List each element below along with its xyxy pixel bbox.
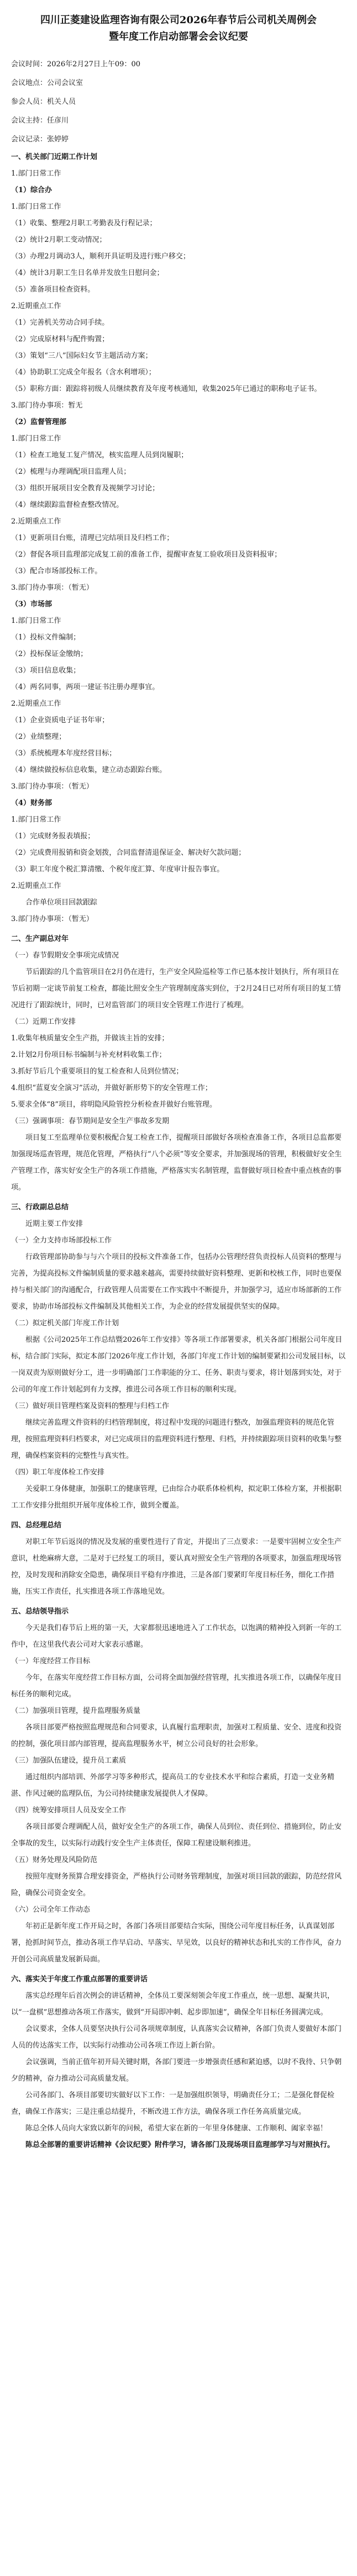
section-heading: （3）市场部 xyxy=(11,600,53,609)
minutes-line: （2）投标保证金缴纳； xyxy=(11,650,88,658)
section-heading: （2）监督管理部 xyxy=(11,418,67,426)
minutes-line: （2）完成费用报销和资金划拨，合同监督清退保证金、解决好欠款问题； xyxy=(11,849,246,857)
minutes-line: （3）配合市场部投标工作。 xyxy=(11,567,102,575)
section-heading: 陈总全部署的重要讲话精神《会议纪要》附件学习，请各部门及现场项目监理部学习与对照执行。 xyxy=(25,2141,335,2149)
minutes-line: 今年，在落实年度经营工作目标方面，公司将全面加强经营管理，扎实推进各项工作，以确保年度目标任务的顺利完成。 xyxy=(11,1674,342,1699)
minutes-line: （4）协助职工完成全年报名（含水利增项）； xyxy=(11,368,156,377)
meeting-recorder: 会议记录：张婷婷 xyxy=(11,135,69,144)
minutes-line: 会议要求，全体人员要坚决执行公司各项规章制度，认真落实会议精神，各部门负责人要做好本部门人员的传达落实工作，以实际行动推动公司各项工作迈上新台阶。 xyxy=(11,2025,342,2050)
minutes-line: 3.部门待办事项：暂无 xyxy=(11,401,83,410)
minutes-line: （二）拟定机关部门年度工作计划 xyxy=(11,1319,119,1327)
minutes-line: （2）完成原材料与配件购置； xyxy=(11,335,109,343)
minutes-line: 落实总经理年后首次例会的讲话精神，全体员工要深刻领会年度工作重点，统一思想、凝聚共识，以“一盘棋”思想推动各项工作落实，做到“开局即冲刺、起步即加速”，确保全年目标任务圆满完成。 xyxy=(11,1992,335,2017)
minutes-line: （六）公司全年工作动态 xyxy=(11,1906,91,1914)
minutes-line: （二）近期工作安排 xyxy=(11,1018,76,1026)
minutes-line: （3）职工年度个税汇算清缴、个税年度汇算、年度审计报告事宜。 xyxy=(11,865,224,874)
minutes-line: 节后跟踪的几个监管项目在2月仍在进行，生产安全风险巡检等工作已基本按计划执行，所有项目在节后初期一定谈节前复工检查，都能比照安全生产管理制度落实到位，于2月24日已对所有项目的复工情况进行了跟踪统计，同时，已对监管部门的项目安全管理工作进行了梳理。 xyxy=(11,968,341,1009)
section-heading: 四、总经理总结 xyxy=(11,1521,62,1530)
minutes-line: 会议强调，当前正值年初开局关键时期，各部门要进一步增强责任感和紧迫感，以时不我待、只争朝夕的精神，奋力推动公司高质量发展。 xyxy=(11,2058,342,2083)
minutes-line: （3）系统梳理本年度经营目标； xyxy=(11,749,117,758)
minutes-line: 根据《公司2025年工作总结暨2026年工作安排》等各项工作部署要求，机关各部门根据公司年度目标，结合部门实际，拟定本部门2026年度工作计划，各部门年度工作计划的编制要紧扣公司发展目标，以一岗双责为原则做好分工，进一步明确部门工作职能的分工、任务、职责与要求，将计划落到实处，对于公司的年度工作计划起到有力支撑，推进公司各项工作目标的顺利实现。 xyxy=(11,1336,346,1394)
minutes-line: （2）统计2月职工变动情况； xyxy=(11,236,107,244)
document-title-line-2: 暨年度工作启动部署会会议纪要 xyxy=(109,31,248,43)
minutes-line: （四）统筹安排项目人员及安全工作 xyxy=(11,1806,127,1815)
minutes-line: 5.要求全体“8”项目，将明隐风险管控分析检查并做好台账管理。 xyxy=(11,1101,217,1109)
minutes-line: （二）加强项目管理，提升监理服务质量 xyxy=(11,1707,141,1715)
minutes-line: 3.抓好节后几个重要项目的复工检查和人员到位情况； xyxy=(11,1067,183,1076)
minutes-line: 继续完善监理文件资料的归档管理制度，将过程中发现的问题进行整改，加强监理资料的规范化管理，按照监理资料归档要求，对已完成项目的监理资料进行整理、归档，并持续跟踪项目资料的收集与整理，确保档案资料的完整性与真实性。 xyxy=(11,1419,342,1460)
section-heading: 二、生产副总对年 xyxy=(11,935,69,943)
minutes-line: 按照年度财务预算合理安排资金，严格执行公司财务管理制度，加强对项目回款的跟踪，防范经营风险，确保公司资金安全。 xyxy=(11,1873,342,1897)
minutes-line: 1.收集年核质量安全生产指，并做该主旨的安排； xyxy=(11,1034,169,1043)
minutes-line: 1.部门日常工作 xyxy=(11,617,61,625)
minutes-line: （4）两名同事，两项一建证书注册办理事宜。 xyxy=(11,683,160,691)
minutes-line: （3）策划“三八”国际妇女节主题活动方案； xyxy=(11,352,153,360)
minutes-line: 4.组织“蓝夏安全演习”活动，并做好新形势下的安全管理工作； xyxy=(11,1084,212,1092)
minutes-line: （2）业绩整理； xyxy=(11,733,66,741)
section-heading: 六、落实关于年度工作重点部署的重要讲话 xyxy=(11,1975,148,1983)
minutes-line: （1）企业资质电子证书年审； xyxy=(11,716,109,724)
minutes-line: 2.近期重点工作 xyxy=(11,517,61,526)
minutes-body xyxy=(11,149,346,2154)
section-heading: 三、行政副总总结 xyxy=(11,1203,69,1212)
minutes-line: 通过组织内部培训、外部学习等多种形式，提高员工的专业技术水平和综合素质，打造一支业务精湛、作风过硬的监理队伍，为公司持续健康发展提供人才保障。 xyxy=(11,1773,335,1798)
minutes-line: （三）强调事项：春节期间是安全生产事故多发期 xyxy=(11,1117,170,1125)
minutes-line: （三）做好项目管理档案及资料的整理与归档工作 xyxy=(11,1402,170,1410)
meeting-meta xyxy=(11,55,346,149)
minutes-line: 关爱职工身体健康，加强职工的健康管理，已由综合办联系体检机构，拟定职工体检方案，并根据职工工作安排分批组织开展年度体检工作，做到全覆盖。 xyxy=(11,1485,342,1510)
minutes-line: 2.近期重点工作 xyxy=(11,302,61,310)
minutes-line: 近期主要工作安排 xyxy=(25,1220,83,1228)
minutes-line: 1.部门日常工作 xyxy=(11,170,61,178)
minutes-line: 各项目部要合理调配人员，做好安全生产的各项工作，确保人员到位、责任到位、措施到位，防止安全事故的发生，以实际行动践行安全生产主体责任，保障工程建设顺利推进。 xyxy=(11,1823,342,1848)
minutes-line: （5）职称方面：跟踪将初级人员继续教育及年度考核通知，收集2025年已通过的职称电子证书。 xyxy=(11,385,322,393)
section-heading: 一、机关部门近期工作计划 xyxy=(11,153,98,161)
minutes-line: （三）加强队伍建设，提升员工素质 xyxy=(11,1757,127,1765)
minutes-line: （2）梳理与办理调配项目监理人员； xyxy=(11,468,131,476)
minutes-line: （4）继续跟踪监督检查整改情况。 xyxy=(11,501,124,509)
minutes-line: 项目复工至监理单位要积极配合复工检查工作，提醒项目部做好各项检查准备工作，各项目总监都要加强现场巡查管理，规范化管理，严格执行“八个必须”等安全要求，并加强现场的管理，积极做好安全生产管理工作，落实好安全生产的各项工作措施，严格落实实名制管理，监督做好项目检查中重点核查的事项。 xyxy=(11,1134,342,1192)
minutes-line: （1）完成财务报表填报； xyxy=(11,832,95,840)
minutes-line: 1.部门日常工作 xyxy=(11,435,61,443)
minutes-line: 陈总全体人员向大家致以新年的问候，希望大家在新的一年里身体健康、工作顺利、阖家幸福！ xyxy=(25,2124,328,2133)
minutes-line: （4）继续做投标信息收集，建立动态跟踪台账。 xyxy=(11,766,167,774)
minutes-line: 1.部门日常工作 xyxy=(11,203,61,211)
minutes-line: （一）春节假期安全事项完成情况 xyxy=(11,951,119,960)
minutes-line: （3）项目信息收集； xyxy=(11,667,81,675)
minutes-line: （四）职工年度体检工作安排 xyxy=(11,1468,105,1477)
minutes-line: （一）全力支持市场部投标工作 xyxy=(11,1236,112,1245)
meeting-host: 会议主持：任彦川 xyxy=(11,117,69,125)
minutes-line: （1）投标文件编制； xyxy=(11,633,81,642)
minutes-line: （五）财务处理及风险防范 xyxy=(11,1856,98,1864)
minutes-line: 公司各部门、各项目部要切实做好以下工作：一是加强组织领导，明确责任分工；二是强化督促检查，确保工作落实；三是注重总结提升，不断改进工作方法，确保各项工作任务高质量完成。 xyxy=(11,2091,335,2116)
document-title-line-1: 四川正菱建设监理咨询有限公司2026年春节后公司机关周例会 xyxy=(40,14,317,26)
minutes-line: 年初正是新年度工作开局之时，各部门各项目部要结合实际，围绕公司年度目标任务，认真谋划部署，抢抓时间节点，推动各项工作早启动、早落实、早见效，以良好的精神状态和扎实的工作作风，奋力开创公司高质量发展新局面。 xyxy=(11,1922,342,1964)
minutes-line: 2.计划2月份项目标书编制与补充材料收集工作； xyxy=(11,1051,166,1059)
minutes-line: （1）完善机关劳动合同手续。 xyxy=(11,319,109,327)
document-title xyxy=(11,12,346,45)
minutes-line: （5）准备项目检查资料。 xyxy=(11,285,95,294)
meeting-location: 会议地点：公司会议室 xyxy=(11,79,83,87)
minutes-line: 对职工年节后返岗的情况及发展的重要性进行了肯定，并提出了三点要求：一是要牢固树立安全生产意识，杜绝麻痹大意，二是对于已经复工的项目，要认真对照安全生产管理的各项要求，加强监理现场管控，及时发现和消除安全隐患，确保项目平稳有序推进，三是各部门要紧盯年度目标任务，细化工作措施，压实工作责任，扎实推进各项工作落地见效。 xyxy=(11,1538,342,1596)
minutes-line: （1）更新项目台账，清理已完结项目及归档工作； xyxy=(11,534,174,542)
minutes-line: 合作单位项目回款跟踪 xyxy=(25,898,98,907)
minutes-line: 2.近期重点工作 xyxy=(11,700,61,708)
minutes-line: 3.部门待办事项：（暂无） xyxy=(11,584,93,592)
section-heading: （4）财务部 xyxy=(11,799,53,807)
minutes-line: （3）组织开展项目安全教育及视频学习讨论； xyxy=(11,484,160,493)
minutes-line: （2）督促各项目监理部完成复工前的准备工作，提醒审查复工验收项目及资料报审； xyxy=(11,551,282,559)
minutes-line: 行政管理部协助参与与六个项目的投标文件准备工作，包括办公管理经营负责投标人员资料的整理与完善，为提高投标文件编制质量的要求越来越高，需要持续做好资料整理、更新和校核工作，同时也要保持与相关部门的沟通配合，行政管理人员需要在工作实践中不断提升，并加强学习，适应市场部新的工作要求，协助市场部投标文件编制及其他相关工作，为企业的经营发展提供坚实的保障。 xyxy=(11,1253,342,1311)
minutes-line: 各项目部要严格按照监理规范和合同要求，认真履行监理职责，加强对工程质量、安全、进度和投资的控制，强化项目部内部管理，提高监理服务水平，树立公司良好的社会形象。 xyxy=(11,1723,342,1748)
minutes-line: 今天是我们春节后上班的第一天，大家都很迅速地进入了工作状态，以饱满的精神投入到新一年的工作中，在这里我代表公司对大家表示感谢。 xyxy=(11,1624,342,1649)
minutes-line: 2.近期重点工作 xyxy=(11,882,61,890)
minutes-line: （4）统计3月职工生日名单并发放生日慰问金； xyxy=(11,269,164,277)
minutes-line: （1）收集、整理2月职工考勤表及行程记录； xyxy=(11,219,157,228)
minutes-line: （3）办理2月调动3人，顺利开具证明及进行账户移交； xyxy=(11,252,190,261)
minutes-line: （一）年度经营工作目标 xyxy=(11,1657,91,1665)
meeting-attendees: 参会人员：机关人员 xyxy=(11,98,76,106)
minutes-line: （1）检查工地复工复产情况，核实监理人员到岗履职； xyxy=(11,451,188,459)
minutes-line: 3.部门待办事项：（暂无） xyxy=(11,782,93,791)
meeting-time: 会议时间：2026年2月27日上午09：00 xyxy=(11,60,140,68)
minutes-line: 1.部门日常工作 xyxy=(11,816,61,824)
section-heading: 五、总结领导指示 xyxy=(11,1607,69,1616)
minutes-line: 3.部门待办事项：（暂无） xyxy=(11,915,93,923)
section-heading: （1）综合办 xyxy=(11,186,53,194)
